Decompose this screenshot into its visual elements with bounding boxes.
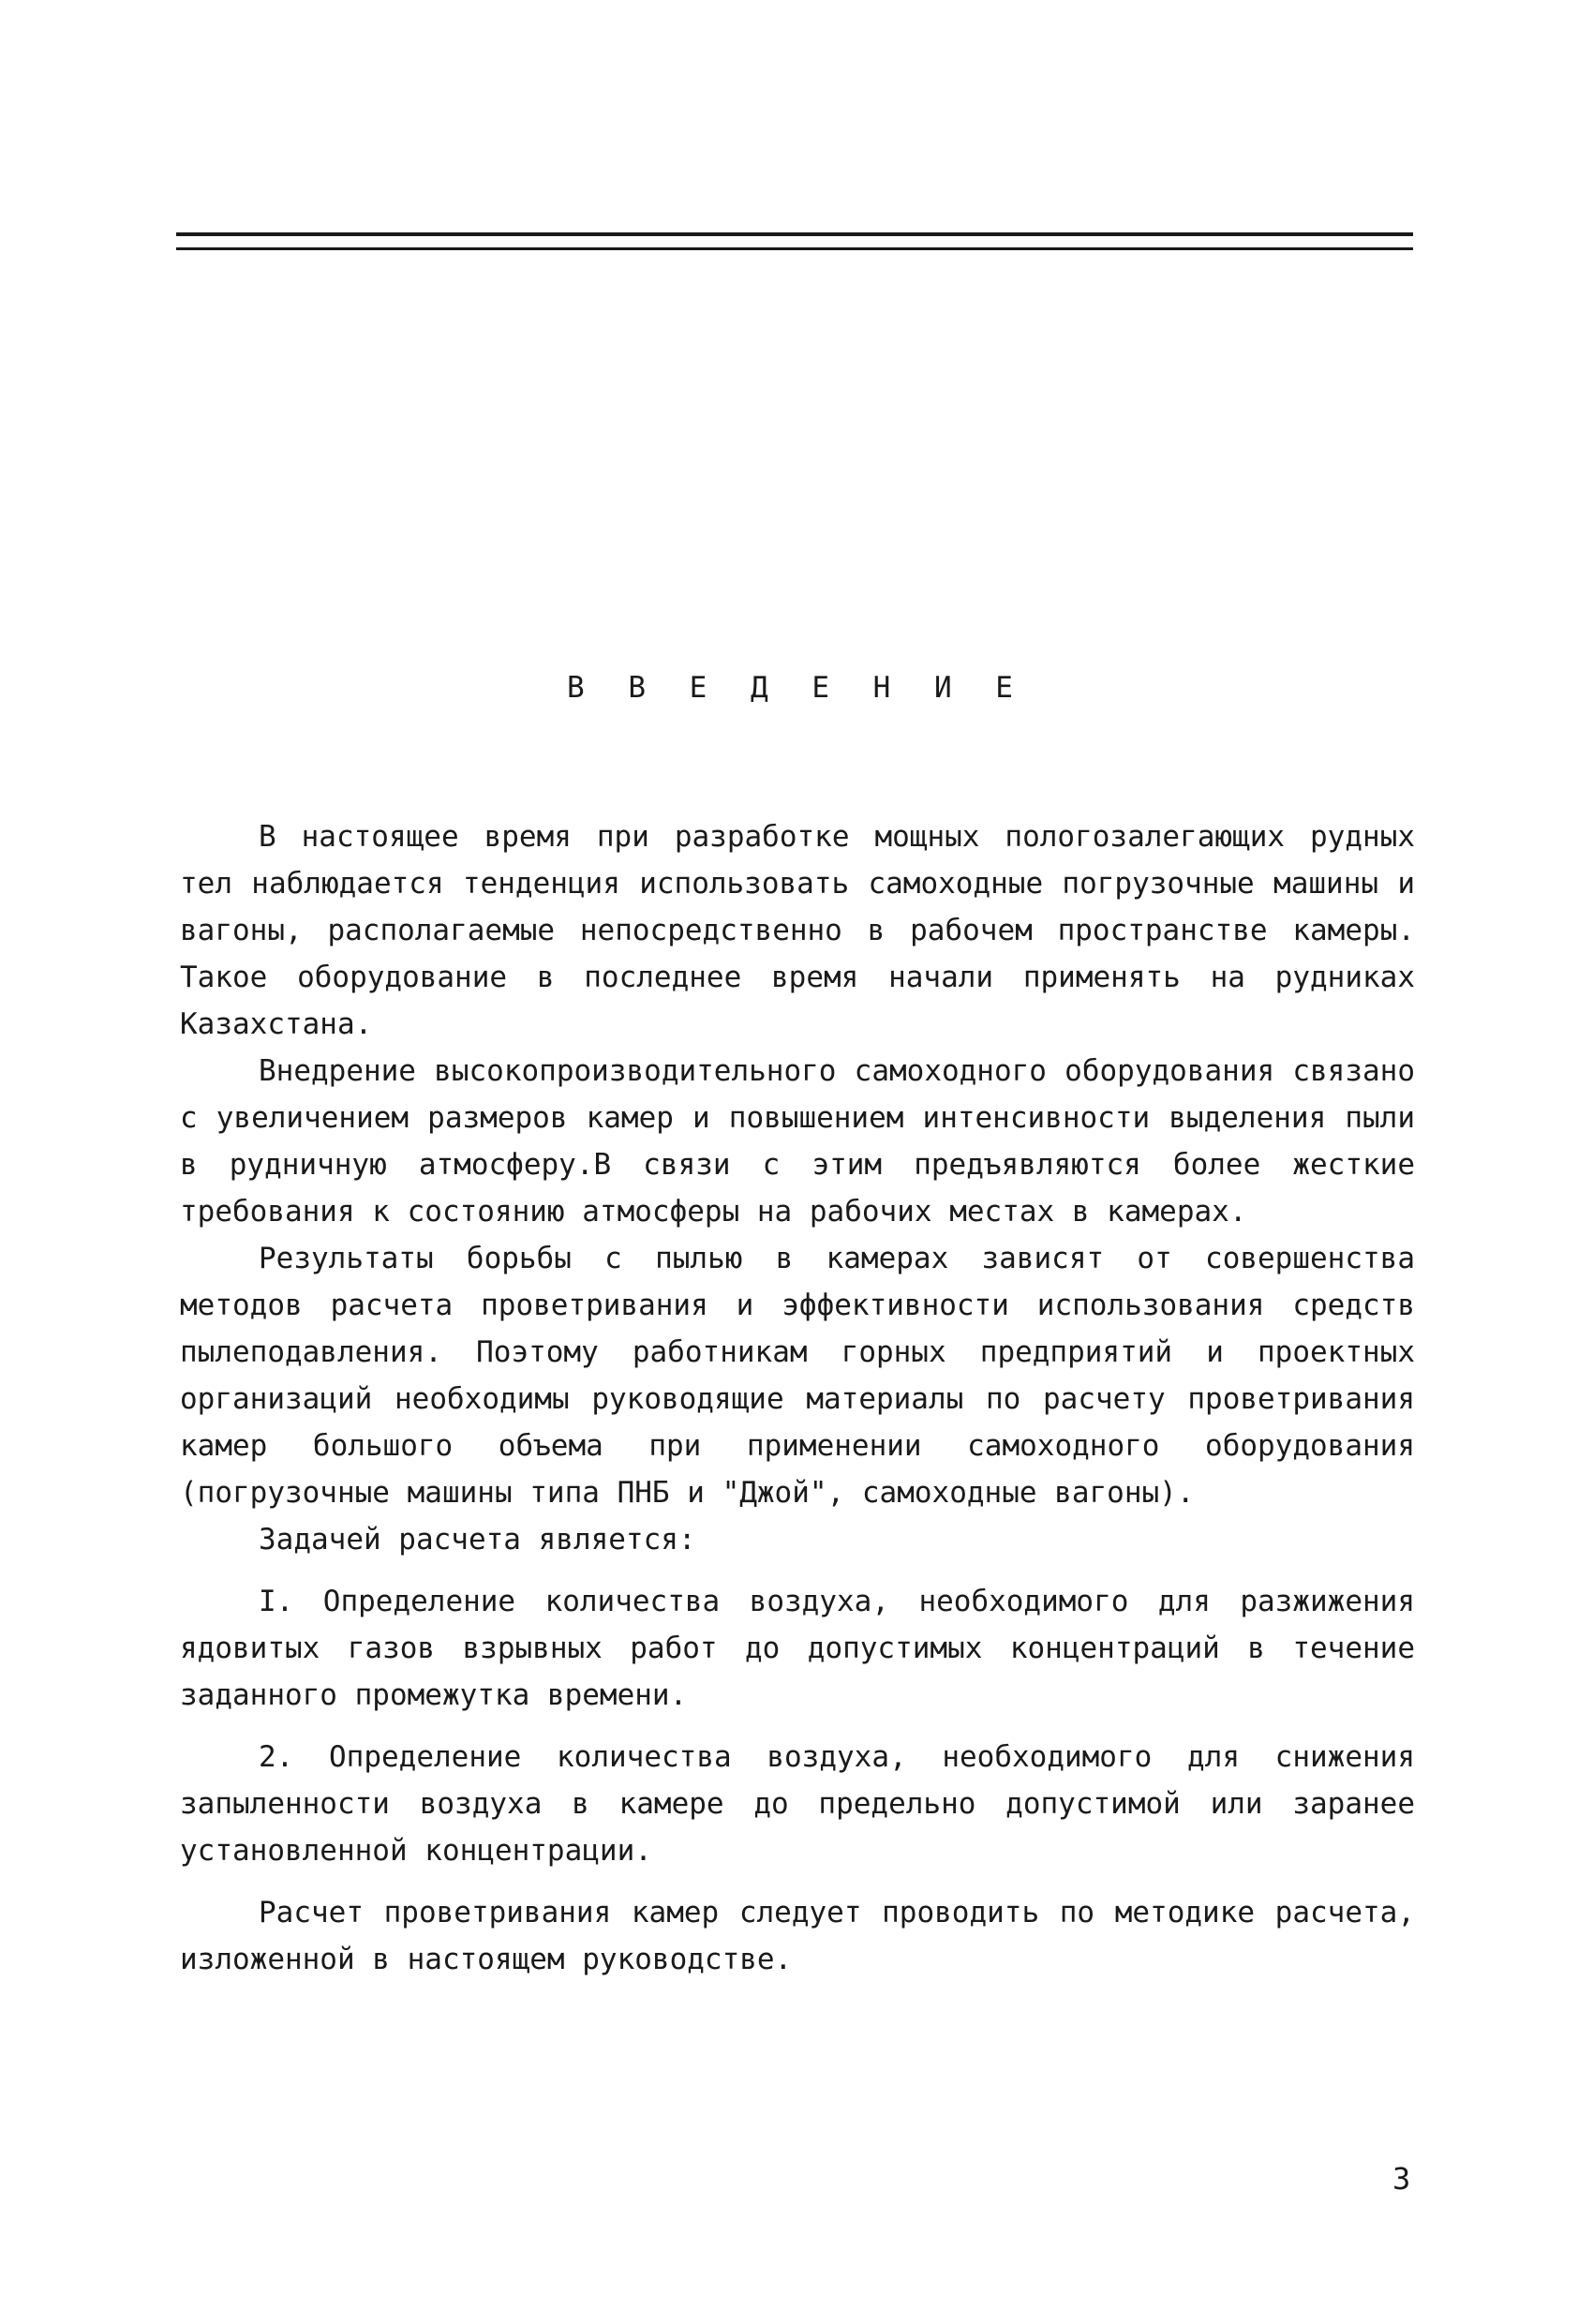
paragraph-1: В настоящее время при разработке мощных пологозалегающих рудных тел наблюдается тенденция использовать самоходные погрузочные машины и вагоны, располагаемые непосредственно в рабочем пространстве камеры. Такое оборудование в последнее время начали применять на рудниках Казахстана. bbox=[180, 820, 1415, 1041]
page-number: 3 bbox=[1392, 2161, 1411, 2197]
paragraph-4: Задачей расчета является: bbox=[259, 1523, 696, 1557]
paragraph-7: Расчет проветривания камер следует проводить по методике расчета, изложенной в настоящем руководстве. bbox=[180, 1896, 1415, 1976]
paragraph-2: Внедрение высокопроизводительного самоходного оборудования связано с увеличением размеров камер и повышением интенсивности выделения пыли в рудничную атмосферу.В связи с этим предъявляются более жесткие требования к состоянию атмосферы на рабочих местах в камерах. bbox=[180, 1054, 1415, 1229]
body-text bbox=[180, 813, 1415, 1983]
paragraph-5: I. Определение количества воздуха, необходимого для разжижения ядовитых газов взрывных работ до допустимых концентраций в течение заданного промежутка времени. bbox=[180, 1585, 1415, 1712]
header-rule-bottom bbox=[176, 247, 1413, 250]
section-heading: В В Е Д Е Н И Е bbox=[567, 671, 1026, 705]
header-rule-top bbox=[176, 232, 1413, 236]
paragraph-3: Результаты борьбы с пылью в камерах зависят от совершенства методов расчета проветривания и эффективности использования средств пылеподавления. Поэтому работникам горных предприятий и проектных организаций необходимы руководящие материалы по расчету проветривания камер большого объема при применении самоходного оборудования (погрузочные машины типа ПНБ и "Джой", самоходные вагоны). bbox=[180, 1242, 1415, 1510]
paragraph-6: 2. Определение количества воздуха, необходимого для снижения запыленности воздуха в камере до предельно допустимой или заранее установленной концентрации. bbox=[180, 1740, 1415, 1868]
